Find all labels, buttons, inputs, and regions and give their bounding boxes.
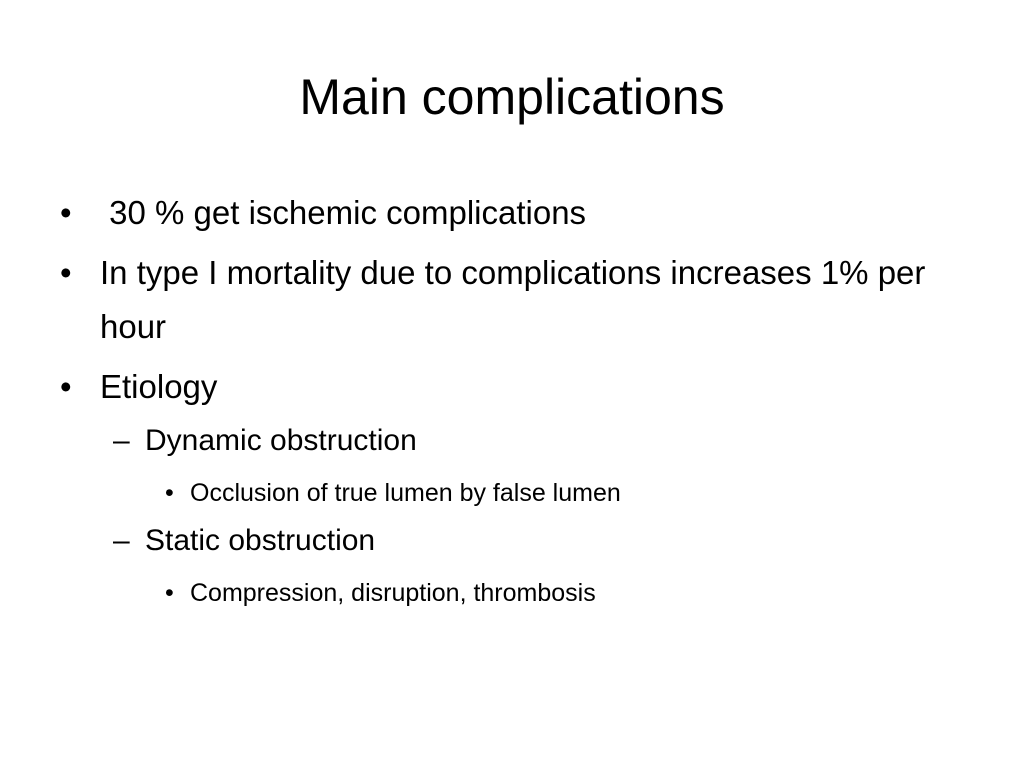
- bullet-marker: •: [165, 479, 174, 507]
- bullet-marker: •: [60, 368, 72, 405]
- bullet-item-etiology: [60, 360, 960, 414]
- sub-bullet-text: Dynamic obstruction: [145, 424, 417, 457]
- bullet-marker: •: [165, 579, 174, 607]
- sub-sub-bullet-occlusion: [165, 474, 960, 512]
- sub-bullet-dynamic-obstruction: [113, 418, 960, 464]
- sub-bullet-static-obstruction: [113, 518, 960, 564]
- bullet-item-mortality: [60, 246, 960, 354]
- sub-sub-bullet-text: Occlusion of true lumen by false lumen: [190, 479, 621, 507]
- bullet-text: Etiology: [100, 368, 218, 405]
- bullet-text: 30 % get ischemic complications: [100, 194, 587, 231]
- dash-marker: –: [113, 524, 130, 557]
- bullet-marker: •: [60, 254, 72, 291]
- bullet-item-ischemic: [60, 186, 960, 240]
- sub-bullet-text: Static obstruction: [145, 524, 376, 557]
- dash-marker: –: [113, 424, 130, 457]
- sub-sub-bullet-compression: [165, 574, 960, 612]
- bullet-marker: •: [60, 194, 72, 231]
- bullet-text: In type I mortality due to complications increases 1% per hour: [100, 254, 935, 345]
- sub-sub-bullet-text: Compression, disruption, thrombosis: [190, 579, 596, 607]
- slide-title: Main complications: [299, 69, 725, 125]
- bullet-list: [60, 186, 960, 618]
